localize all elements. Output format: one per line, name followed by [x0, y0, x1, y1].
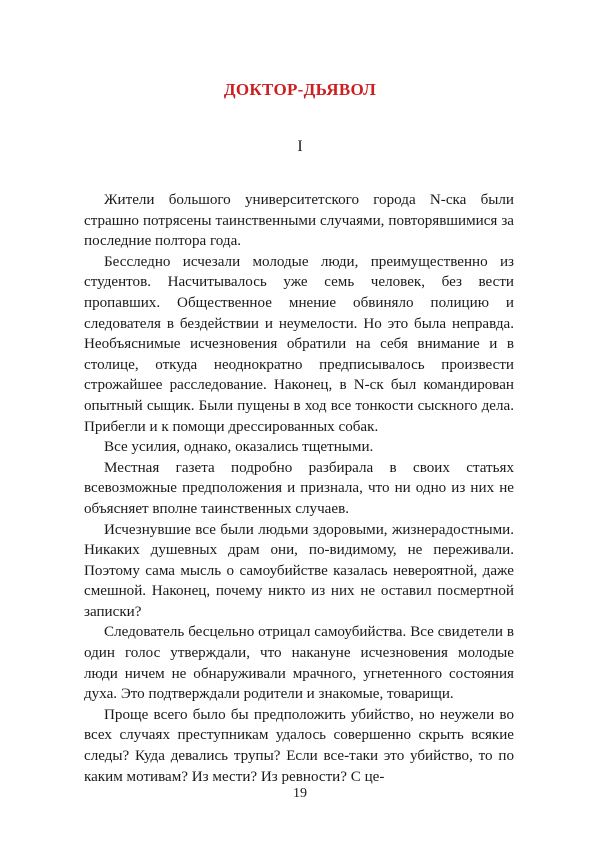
paragraph: Исчезнувшие все были людьми здоровыми, жизнерадостными. Никаких душевных драм они, по-видимому, не переживали. Поэтому сама мысль о самоубийстве казалась невероятной, даже смешной. Наконец, почему никто из них не оставил посмертной записки?: [84, 521, 514, 620]
paragraph: Жители большого университетского города N-ска были страшно потрясены таинственными случаями, повторявшимися за последние полтора года.: [84, 192, 514, 250]
body-text: [84, 190, 514, 787]
paragraph: Все усилия, однако, оказались тщетными.: [104, 439, 374, 456]
page-number: 19: [293, 786, 307, 801]
paragraph: Местная газета подробно разбирала в своих статьях всевозможные предположения и признала, что ни одно из них не объясняет вполне таинственных случаев.: [84, 459, 514, 517]
paragraph: Бесследно исчезали молодые люди, преимущественно из студентов. Насчитывалось уже семь человек, без вести пропавших. Общественное мнение обвиняло полицию и следователя в бездействии и неумелости. Но это была неправда. Необъяснимые исчезновения обратили на себя внимание и в столице, откуда неоднократно предписывалось произвести строжайшее расследование. Наконец, в N-ск был командирован опытный сыщик. Были пущены в ход все тонкости сыскного дела. Прибегли и к помощи дрессированных собак.: [84, 253, 514, 435]
chapter-number: I: [297, 138, 303, 155]
chapter-title: ДОКТОР-ДЬЯВОЛ: [223, 80, 377, 99]
paragraph: Следователь бесцельно отрицал самоубийства. Все свидетели в один голос утверждали, что накануне исчезновения молодые люди ничем не обнаруживали мрачного, угнетенного состояния духа. Это подтверждали родители и знакомые, товарищи.: [84, 624, 514, 703]
paragraph: Проще всего было бы предположить убийство, но неужели во всех случаях преступникам удалось совершенно скрыть всякие следы? Куда девались трупы? Если все-таки это убийство, то по каким мотивам? Из мести? Из ревности? С це-: [84, 706, 514, 785]
